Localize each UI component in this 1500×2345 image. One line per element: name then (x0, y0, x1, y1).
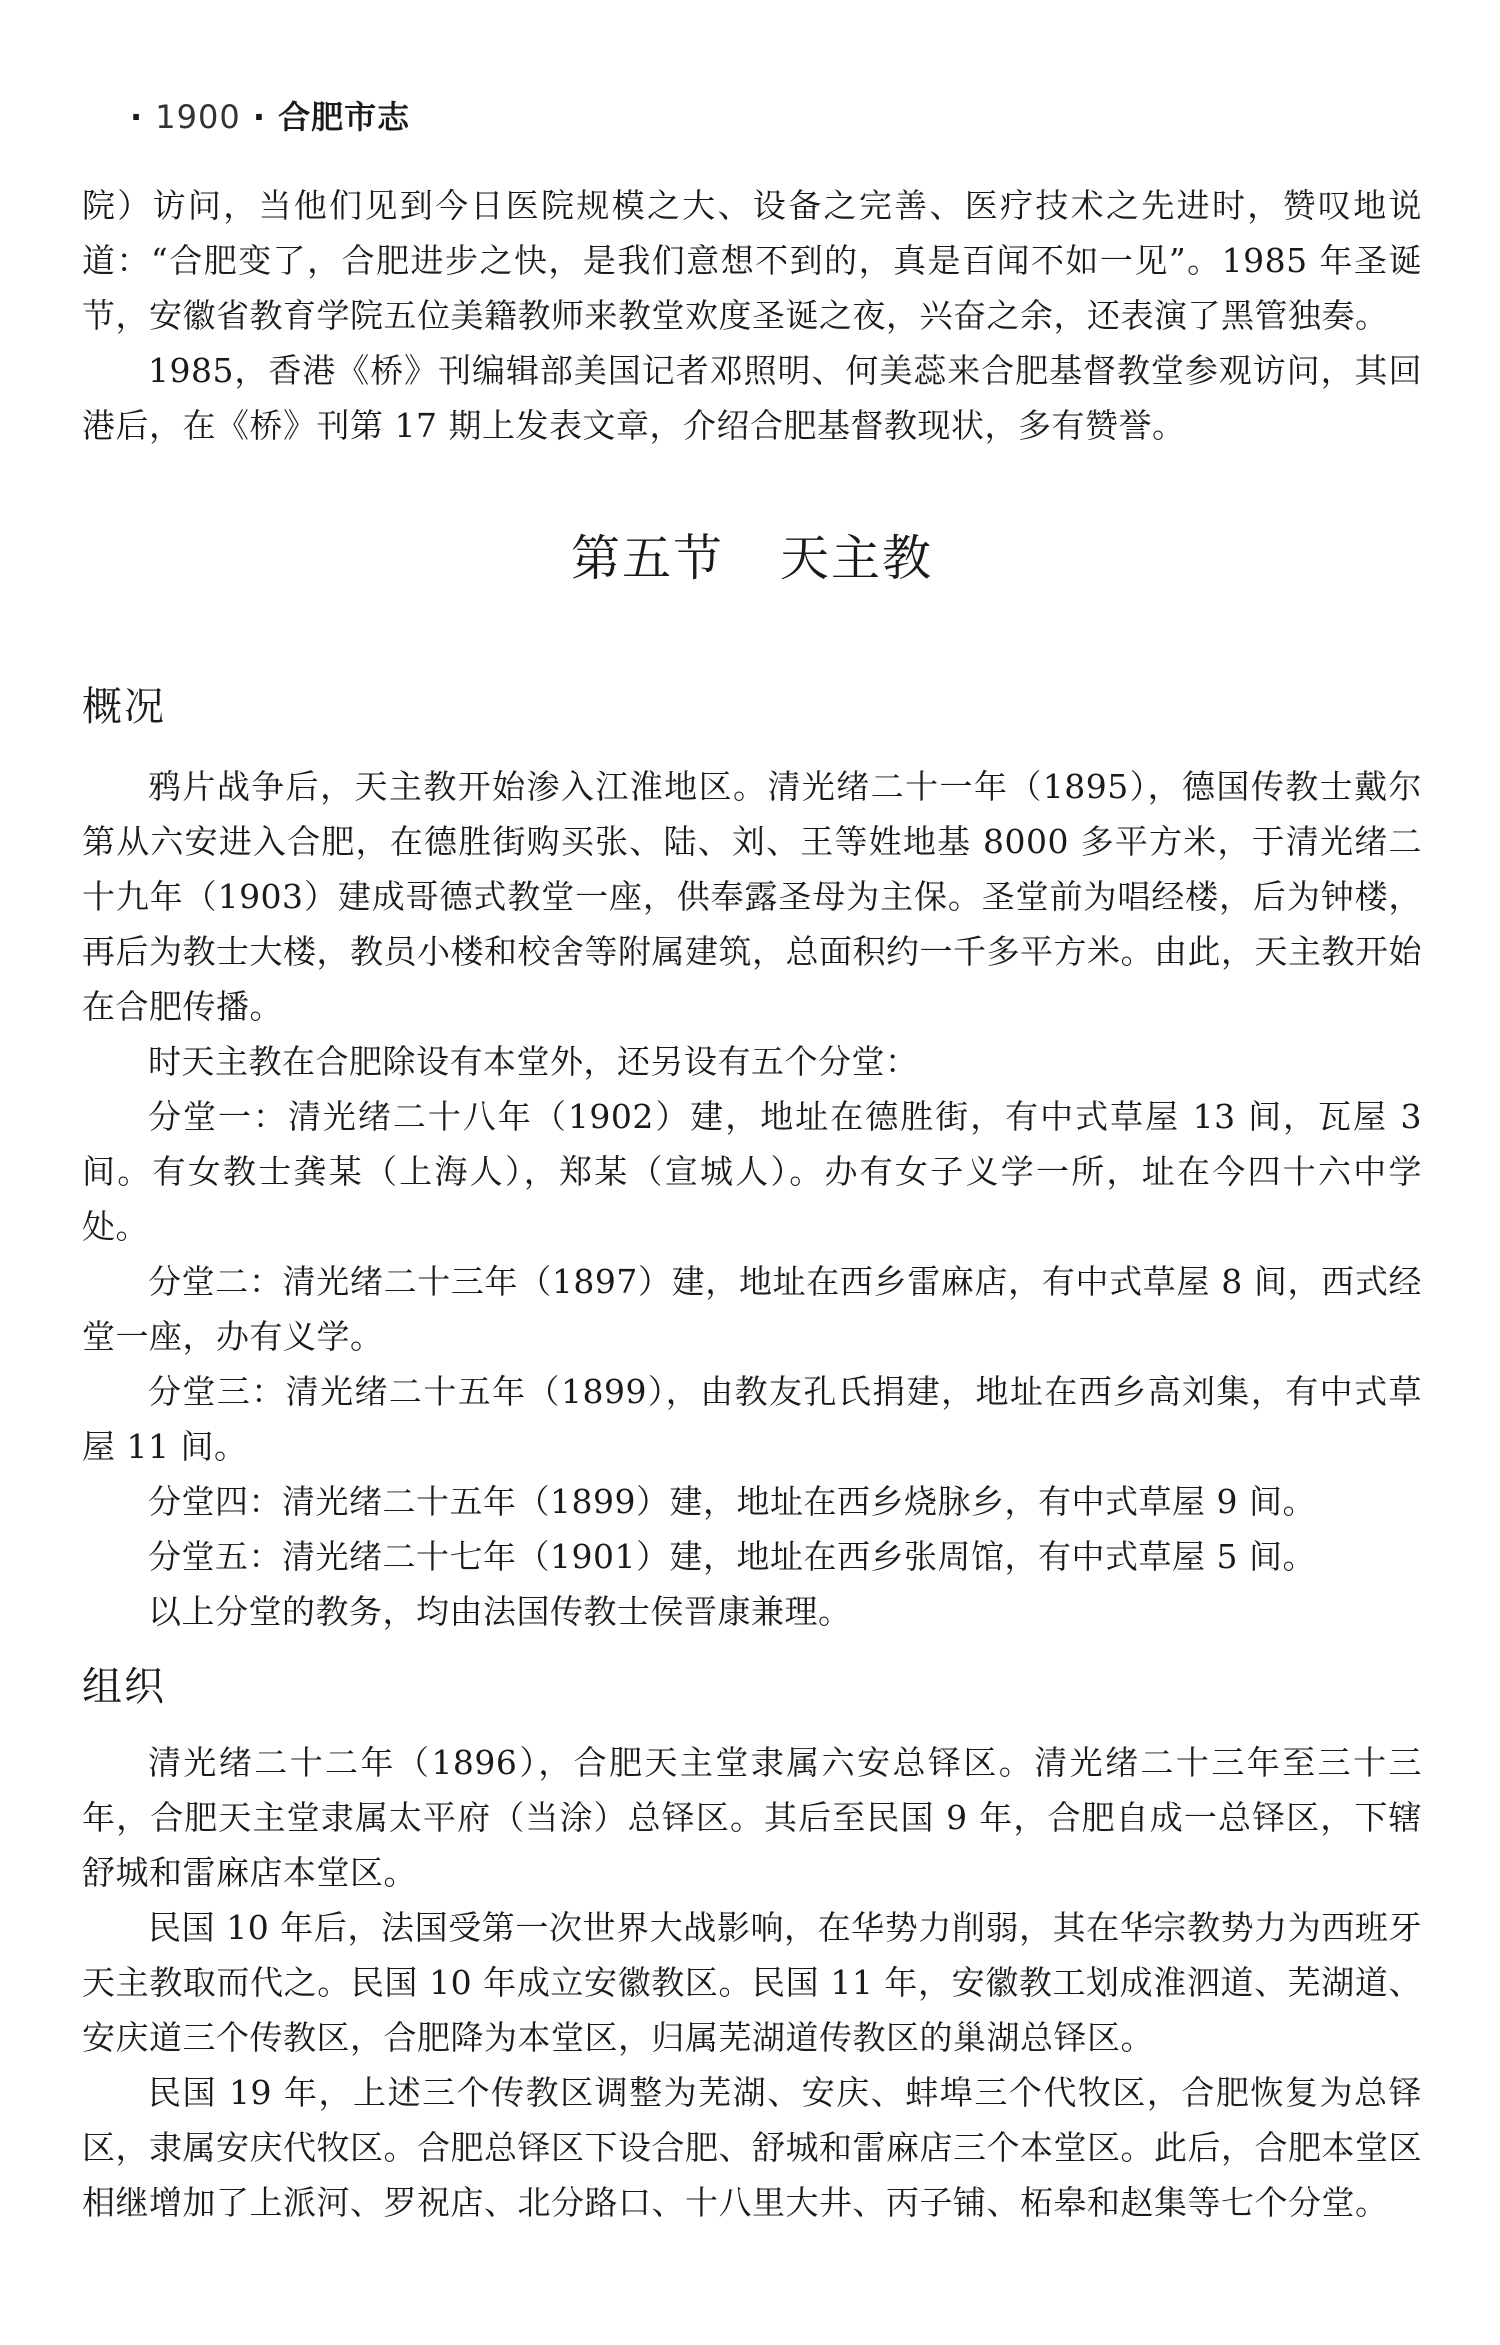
branch-church-2: 分堂二：清光绪二十三年（1897）建，地址在西乡雷麻店，有中式草屋 8 间，西式经堂一座，办有义学。 (82, 1262, 1422, 1356)
organization-heading: 组织 (82, 1664, 166, 1710)
branch-church-4: 分堂四：清光绪二十五年（1899）建，地址在西乡烧脉乡，有中式草屋 9 间。 (148, 1482, 1316, 1521)
overview-paragraph: 时天主教在合肥除设有本堂外，还另设有五个分堂： (148, 1042, 919, 1081)
organization-paragraph: 清光绪二十二年（1896），合肥天主堂隶属六安总铎区。清光绪二十三年至三十三年，合肥天主堂隶属太平府（当涂）总铎区。其后至民国 9 年，合肥自成一总铎区，下辖舒城和雷麻店本堂区。 (82, 1743, 1422, 1892)
book-title: 合肥市志 (278, 98, 411, 136)
branch-church-1: 分堂一：清光绪二十八年（1902）建，地址在德胜街，有中式草屋 13 间，瓦屋 3 间。有女教士龚某（上海人），郑某（宣城人）。办有女子义学一所，址在今四十六中学处。 (82, 1097, 1422, 1246)
section-name: 天主教 (780, 530, 934, 587)
branch-church-5: 分堂五：清光绪二十七年（1901）建，地址在西乡张周馆，有中式草屋 5 间。 (148, 1537, 1316, 1576)
organization-paragraph: 民国 10 年后，法国受第一次世界大战影响，在华势力削弱，其在华宗教势力为西班牙天主教取而代之。民国 10 年成立安徽教区。民国 11 年，安徽教工划成淮泗道、芜湖道、安庆道三个传教区，合肥降为本堂区，归属芜湖道传教区的巢湖总铎区。 (82, 1908, 1422, 2057)
organization-paragraph: 民国 19 年，上述三个传教区调整为芜湖、安庆、蚌埠三个代牧区，合肥恢复为总铎区，隶属安庆代牧区。合肥总铎区下设合肥、舒城和雷麻店三个本堂区。此后，合肥本堂区相继增加了上派河、罗祝店、北分路口、十八里大井、丙子铺、柘皋和赵集等七个分堂。 (82, 2073, 1422, 2222)
page-number: 1900 (155, 98, 241, 136)
page-body (82, 178, 1422, 2230)
overview-paragraph: 以上分堂的教务，均由法国传教士侯晋康兼理。 (148, 1592, 852, 1631)
running-header: · 1900 · 合肥市志 (130, 98, 411, 136)
section-number: 第五节 (570, 530, 724, 587)
overview-heading: 概况 (82, 684, 166, 730)
section-title (82, 519, 1422, 599)
branch-church-3: 分堂三：清光绪二十五年（1899），由教友孔氏捐建，地址在西乡高刘集，有中式草屋 11 间。 (82, 1372, 1422, 1466)
overview-paragraph: 鸦片战争后，天主教开始渗入江淮地区。清光绪二十一年（1895），德国传教士戴尔第从六安进入合肥，在德胜街购买张、陆、刘、王等姓地基 8000 多平方米，于清光绪二十九年（1903）建成哥德式教堂一座，供奉露圣母为主保。圣堂前为唱经楼，后为钟楼，再后为教士大楼，教员小楼和校舍等附属建筑，总面积约一千多平方米。由此，天主教开始在合肥传播。 (82, 767, 1422, 1026)
intro-paragraph-continued: 院）访问，当他们见到今日医院规模之大、设备之完善、医疗技术之先进时，赞叹地说道：“合肥变了，合肥进步之快，是我们意想不到的，真是百闻不如一见”。1985 年圣诞节，安徽省教育学院五位美籍教师来教堂欢度圣诞之夜，兴奋之余，还表演了黑管独奏。 (82, 186, 1422, 335)
intro-paragraph: 1985，香港《桥》刊编辑部美国记者邓照明、何美蕊来合肥基督教堂参观访问，其回港后，在《桥》刊第 17 期上发表文章，介绍合肥基督教现状，多有赞誉。 (82, 351, 1422, 445)
